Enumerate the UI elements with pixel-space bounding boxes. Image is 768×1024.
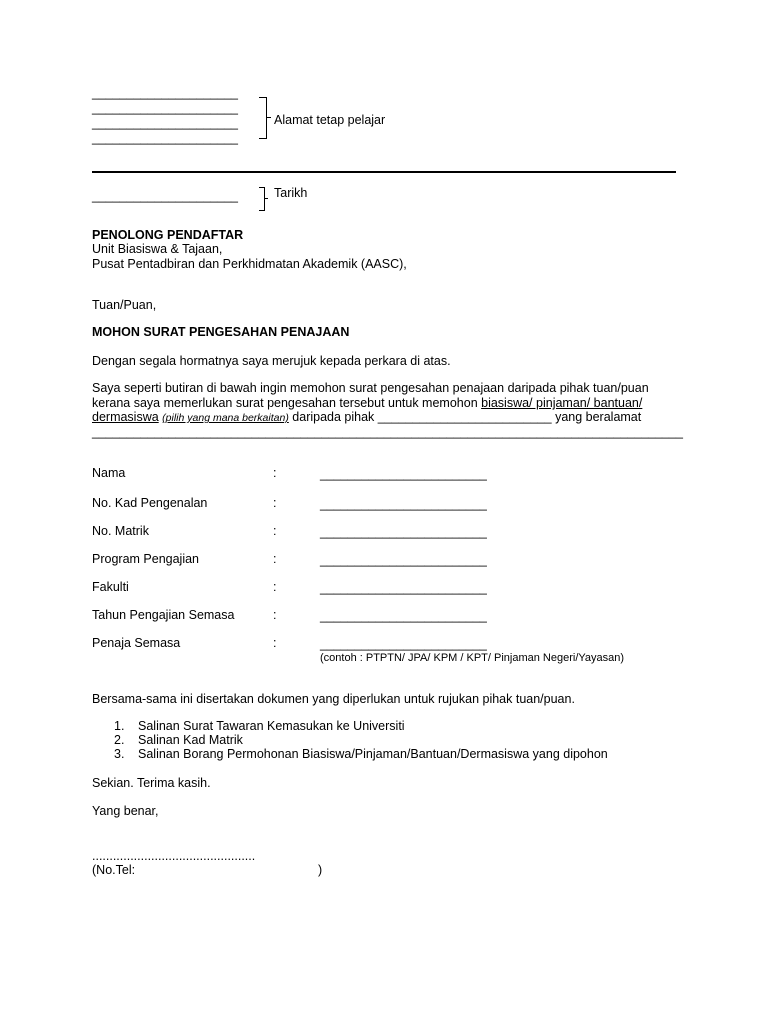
field-colon: :: [273, 608, 277, 622]
salutation: Tuan/Puan,: [92, 298, 157, 312]
field-label-penaja: Penaja Semasa: [92, 636, 181, 650]
paragraph-attachments: Bersama-sama ini disertakan dokumen yang diperlukan untuk rujukan pihak tuan/puan.: [92, 692, 575, 706]
field-label-matrik: No. Matrik: [92, 524, 149, 538]
list-item: Salinan Kad Matrik: [138, 733, 243, 747]
select-note: (pilih yang mana berkaitan): [162, 412, 289, 424]
field-colon: :: [273, 636, 277, 650]
recipient-center: Pusat Pentadbiran dan Perkhidmatan Akademik (AASC),: [92, 257, 407, 271]
field-colon: :: [273, 466, 277, 480]
date-brace: [259, 187, 265, 211]
address-line-1: _____________________: [92, 86, 238, 100]
field-label-fakulti: Fakulti: [92, 580, 129, 594]
signoff: Yang benar,: [92, 804, 159, 818]
list-item-number: 3.: [114, 747, 125, 761]
request-line-3-mid: daripada pihak: [288, 410, 378, 424]
address-line-2: _____________________: [92, 101, 238, 115]
paragraph-reference: Dengan segala hormatnya saya merujuk kepada perkara di atas.: [92, 354, 451, 368]
request-line-2-text: kerana saya memerlukan surat pengesahan tersebut untuk memohon: [92, 396, 482, 410]
field-blank-ic: ________________________: [320, 497, 487, 511]
date-brace-tick: [264, 198, 268, 199]
phone-label: (No.Tel:: [92, 863, 136, 877]
list-item-number: 1.: [114, 719, 125, 733]
field-colon: :: [273, 580, 277, 594]
field-blank-penaja: ________________________: [320, 637, 487, 651]
aid-type-dermasiswa: dermasiswa: [92, 410, 159, 424]
list-item-number: 2.: [114, 733, 125, 747]
address-line-4: _____________________: [92, 131, 238, 145]
field-blank-matrik: ________________________: [320, 525, 487, 539]
field-colon: :: [273, 524, 277, 538]
field-blank-nama: ________________________: [320, 467, 487, 481]
paragraph-request-line-2: [92, 396, 642, 410]
field-blank-program: ________________________: [320, 553, 487, 567]
phone-close-paren: ): [318, 863, 323, 877]
list-item: Salinan Surat Tawaran Kemasukan ke Universiti: [138, 719, 405, 733]
address-label: Alamat tetap pelajar: [274, 113, 386, 127]
date-line: _____________________: [92, 189, 238, 203]
sponsor-name-blank: _________________________: [377, 410, 552, 424]
paragraph-request-line-3: [92, 410, 641, 424]
field-label-nama: Nama: [92, 466, 126, 480]
aid-type-options: biasiswa/ pinjaman/ bantuan/: [481, 396, 643, 410]
sponsor-example-note: (contoh : PTPTN/ JPA/ KPM / KPT/ Pinjaman Negeri/Yayasan): [320, 652, 625, 664]
sponsor-address-blank: _____________________________________________________________________________________: [92, 425, 683, 439]
field-label-ic: No. Kad Pengenalan: [92, 496, 208, 510]
address-line-3: _____________________: [92, 116, 238, 130]
field-colon: :: [273, 496, 277, 510]
address-brace: [259, 97, 267, 139]
recipient-unit: Unit Biasiswa & Tajaan,: [92, 242, 223, 256]
date-label: Tarikh: [274, 186, 308, 200]
request-line-3-suffix: yang beralamat: [551, 410, 642, 424]
field-label-program: Program Pengajian: [92, 552, 200, 566]
list-item: Salinan Borang Permohonan Biasiswa/Pinjaman/Bantuan/Dermasiswa yang dipohon: [138, 747, 608, 761]
recipient-title: PENOLONG PENDAFTAR: [92, 228, 244, 242]
subject: MOHON SURAT PENGESAHAN PENAJAAN: [92, 325, 350, 339]
address-brace-tick: [266, 117, 271, 118]
field-blank-tahun: ________________________: [320, 609, 487, 623]
paragraph-request-line-1: Saya seperti butiran di bawah ingin memohon surat pengesahan penajaan daripada pihak tuan/puan: [92, 381, 649, 395]
field-blank-fakulti: ________________________: [320, 581, 487, 595]
field-colon: :: [273, 552, 277, 566]
closing: Sekian. Terima kasih.: [92, 776, 211, 790]
signature-line: ...............................................: [92, 849, 256, 863]
header-divider: [92, 171, 676, 173]
field-label-tahun: Tahun Pengajian Semasa: [92, 608, 235, 622]
